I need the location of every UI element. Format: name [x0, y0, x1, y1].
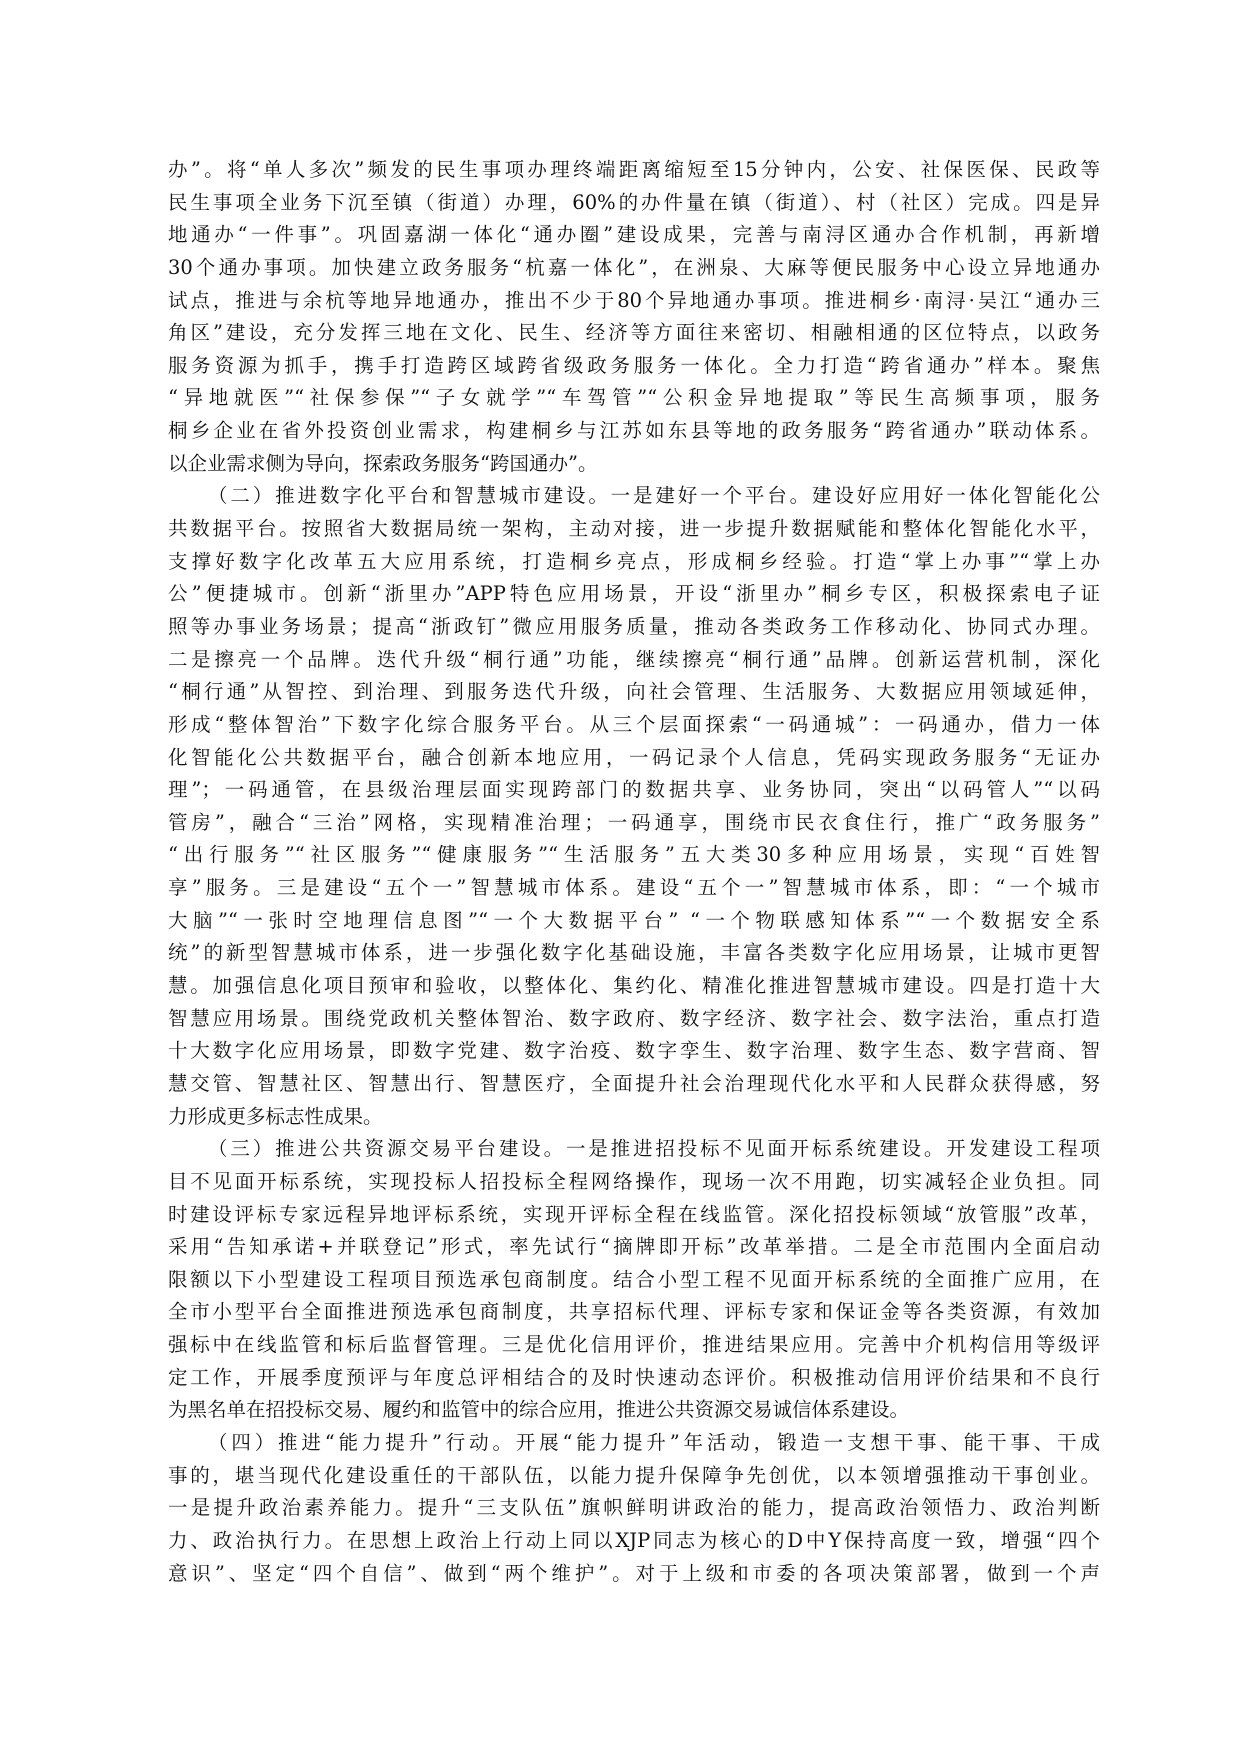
text-line: 时建设评标专家远程异地评标系统，实现开评标全程在线监管。深化招投标领域“放管服”改革， — [168, 1202, 1100, 1226]
text-line: 力、政治执行力。在思想上政治上行动上同以XJP同志为核心的D中Y保持高度一致，增强“四个 — [168, 1528, 1100, 1552]
text-line: 理”；一码通管，在县级治理层面实现跨部门的数据共享、业务协同，突出“以码管人”“以码 — [168, 778, 1100, 802]
text-line: 十大数字化应用场景，即数字党建、数字治疫、数字孪生、数字治理、数字生态、数字营商、智 — [168, 1039, 1100, 1063]
text-line: 地通办“一件事”。巩固嘉湖一体化“通办圈”建设成果，完善与南浔区通办合作机制，再新增 — [168, 223, 1100, 247]
text-line: 力形成更多标志性成果。 — [168, 1104, 383, 1128]
text-line: 30个通办事项。加快建立政务服务“杭嘉一体化”，在洲泉、大麻等便民服务中心设立异地通办 — [168, 255, 1100, 279]
text-line: 慧。加强信息化项目预审和验收，以整体化、集约化、精准化推进智慧城市建设。四是打造十大 — [168, 974, 1100, 998]
text-line: 统”的新型智慧城市体系，进一步强化数字化基础设施，丰富各类数字化应用场景，让城市更智 — [168, 941, 1100, 965]
paragraph-first-line: （三）推进公共资源交易平台建设。一是推进招投标不见面开标系统建设。开发建设工程项 — [208, 1137, 1100, 1161]
text-line: 定工作，开展季度预评与年度总评相结合的及时快速动态评价。积极推动信用评价结果和不良行 — [168, 1365, 1100, 1389]
text-line: 形成“整体智治”下数字化综合服务平台。从三个层面探索“一码通城”：一码通办，借力一体 — [168, 712, 1100, 736]
text-line: 角区”建设，充分发挥三地在文化、民生、经济等方面往来密切、相融相通的区位特点，以政务 — [168, 321, 1100, 345]
text-line: 照等办事业务场景；提高“浙政钉”微应用服务质量，推动各类政务工作移动化、协同式办理。 — [168, 614, 1100, 638]
text-line: 一是提升政治素养能力。提升“三支队伍”旗帜鲜明讲政治的能力，提高政治领悟力、政治判断 — [168, 1496, 1100, 1520]
text-line: 二是擦亮一个品牌。迭代升级“桐行通”功能，继续擦亮“桐行通”品牌。创新运营机制，深化 — [168, 647, 1100, 671]
text-line: 限额以下小型建设工程项目预选承包商制度。结合小型工程不见面开标系统的全面推广应用，在 — [168, 1267, 1100, 1291]
text-line: 支撑好数字化改革五大应用系统，打造桐乡亮点，形成桐乡经验。打造“掌上办事”“掌上办 — [168, 549, 1100, 573]
text-line: 试点，推进与余杭等地异地通办，推出不少于80个异地通办事项。推进桐乡·南浔·吴江“通办三 — [168, 288, 1100, 312]
text-line: 以企业需求侧为导向，探索政务服务“跨国通办”。 — [168, 451, 598, 475]
text-line: “异地就医”“社保参保”“子女就学”“车驾管”“公积金异地提取”等民生高频事项，服务 — [168, 386, 1100, 410]
text-line: 采用“告知承诺+并联登记”形式，率先试行“摘牌即开标”改革举措。二是全市范围内全面启动 — [168, 1235, 1100, 1259]
text-line: 为黑名单在招投标交易、履约和监管中的综合应用，推进公共资源交易诚信体系建设。 — [168, 1398, 910, 1422]
text-line: 化智能化公共数据平台，融合创新本地应用，一码记录个人信息，凭码实现政务服务“无证办 — [168, 745, 1100, 769]
document-body — [168, 154, 1100, 1590]
text-line: 大脑”“一张时空地理信息图”“一个大数据平台” “一个物联感知体系”“一个数据安全系 — [168, 908, 1100, 932]
text-line: 目不见面开标系统，实现投标人招投标全程网络操作，现场一次不用跑，切实减轻企业负担。同 — [168, 1169, 1100, 1193]
text-line: 民生事项全业务下沉至镇（街道）办理，60%的办件量在镇（街道）、村（社区）完成。四是异 — [168, 190, 1100, 214]
text-line: 公”便捷城市。创新“浙里办”APP特色应用场景，开设“浙里办”桐乡专区，积极探索电子证 — [168, 582, 1100, 606]
text-line: 共数据平台。按照省大数据局统一架构，主动对接，进一步提升数据赋能和整体化智能化水平， — [168, 517, 1100, 541]
text-line: 桐乡企业在省外投资创业需求，构建桐乡与江苏如东县等地的政务服务“跨省通办”联动体系。 — [168, 419, 1100, 443]
text-line: 服务资源为抓手，携手打造跨区域跨省级政务服务一体化。全力打造“跨省通办”样本。聚焦 — [168, 353, 1100, 377]
text-line: 强标中在线监管和标后监督管理。三是优化信用评价，推进结果应用。完善中介机构信用等级评 — [168, 1333, 1100, 1357]
text-line: 智慧应用场景。围绕党政机关整体智治、数字政府、数字经济、数字社会、数字法治，重点打造 — [168, 1006, 1100, 1030]
text-line: 办”。将“单人多次”频发的民生事项办理终端距离缩短至15分钟内，公安、社保医保、民政等 — [168, 158, 1100, 181]
text-line: 意识”、坚定“四个自信”、做到“两个维护”。对于上级和市委的各项决策部署，做到一个声 — [168, 1561, 1100, 1585]
text-line: 事的，堪当现代化建设重任的干部队伍，以能力提升保障争先创优，以本领增强推动干事创业。 — [168, 1463, 1100, 1487]
paragraph-first-line: （二）推进数字化平台和智慧城市建设。一是建好一个平台。建设好应用好一体化智能化公 — [208, 484, 1100, 508]
text-line: 管房”，融合“三治”网格，实现精准治理；一码通享，围绕市民衣食住行，推广“政务服务” — [168, 810, 1100, 834]
text-line: 全市小型平台全面推进预选承包商制度，共享招标代理、评标专家和保证金等各类资源，有效加 — [168, 1300, 1100, 1324]
text-line: 慧交管、智慧社区、智慧出行、智慧医疗，全面提升社会治理现代化水平和人民群众获得感，努 — [168, 1071, 1100, 1095]
paragraph-first-line: （四）推进“能力提升”行动。开展“能力提升”年活动，锻造一支想干事、能干事、干成 — [208, 1430, 1100, 1454]
text-line: “桐行通”从智控、到治理、到服务迭代升级，向社会管理、生活服务、大数据应用领域延伸， — [168, 680, 1100, 704]
text-line: 享”服务。三是建设“五个一”智慧城市体系。建设“五个一”智慧城市体系，即：“一个城市 — [168, 876, 1100, 900]
text-line: “出行服务”“社区服务”“健康服务”“生活服务”五大类30多种应用场景，实现“百姓智 — [168, 843, 1100, 867]
